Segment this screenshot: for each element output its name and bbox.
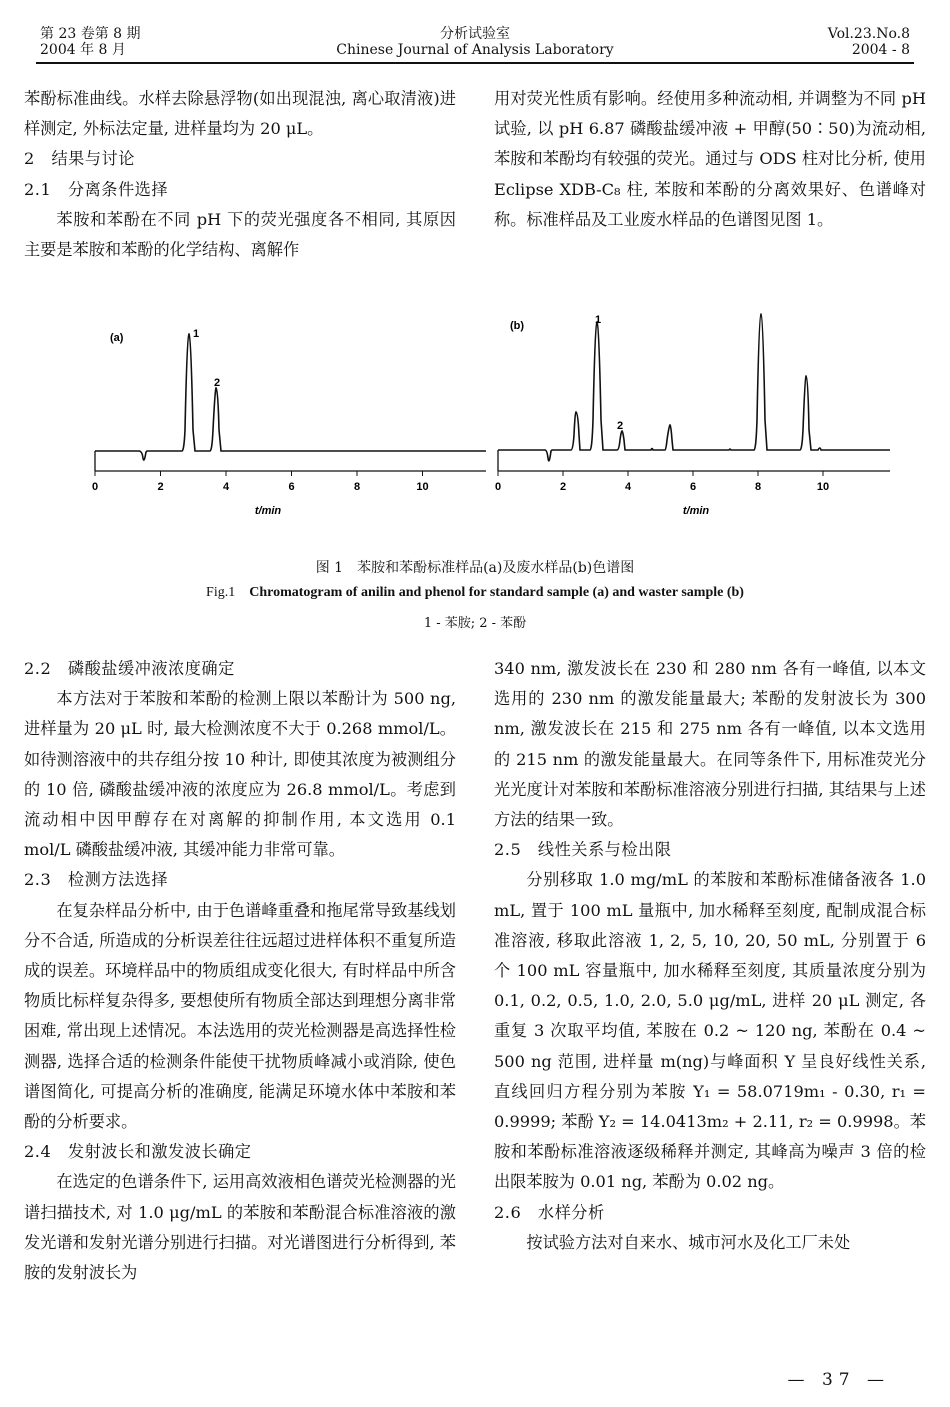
subsection-heading: 2.2 磷酸盐缓冲液浓度确定: [24, 659, 235, 678]
tick-label: 2: [157, 481, 164, 493]
tick-label: 10: [416, 481, 429, 493]
peak1-label-b: 1: [595, 314, 602, 326]
tick-label: 2: [559, 481, 567, 493]
figure-caption-note: 1 - 苯胺; 2 - 苯酚: [423, 616, 527, 631]
left-column-top: [24, 84, 456, 265]
panel-a-label: (a): [110, 332, 124, 344]
tick-label: 4: [624, 481, 632, 493]
paragraph: 本方法对于苯胺和苯酚的检测上限以苯酚计为 500 ng, 进样量为 20 μL 时, 最大检测浓度不大于 0.268 mmol/L。如待测溶液中的共存组分按 10 种计, 即使其浓度为被测组分的 10 倍, 磷酸盐缓冲液的浓度应为 26.8 mmol/L。考虑到流动相中因甲醇存在对离解的抑制作用, 本文选用 0.1 mol/L 磷酸盐缓冲液, 其缓冲能力非常可靠。: [24, 689, 456, 860]
tick-label: 6: [288, 481, 295, 493]
paragraph: 在复杂样品分析中, 由于色谱峰重叠和拖尾常导致基线划分不合适, 所造成的分析误差往往远超过进样体积不重复所造成的误差。环境样品中的物质组成变化很大, 有时样品中所含物质比标样复杂得多, 要想使所有物质全部达到理想分离非常困难, 常出现上述情况。本法选用的荧光检测器是高选择性检测器, 选择合适的检测条件能使干扰物质峰减小或消除, 使色谱图简化, 可提高分析的准确度, 能满足环境水体中苯胺和苯酚的分析要求。: [24, 900, 456, 1132]
figure-caption-en: [0, 585, 950, 601]
subsection-heading: 2.6 水样分析: [494, 1202, 605, 1222]
tick-label: 0: [91, 481, 99, 493]
header-vol-en: Vol.23.No.8: [827, 26, 910, 42]
page-number: — 37 —: [787, 1370, 890, 1390]
panel-a: [92, 328, 486, 517]
subsection-heading: 2.4 发射波长和激发波长确定: [24, 1142, 252, 1162]
journal-title-cn: 分析试验室: [440, 26, 510, 42]
figure-caption-en-label: Fig.1: [206, 585, 236, 600]
trace-b: [498, 314, 890, 461]
paragraph: 340 nm, 激发波长在 230 和 280 nm 各有一峰值, 以本文选用的 230 nm 的激发能量最大; 苯酚的发射波长为 300 nm, 激发波长在 215 和 275 nm 各有一峰值, 以本文选用的 215 nm 的激发能量最大。在同等条件下, 用标准荧光分光光度计对苯胺和苯酚标准溶液分别进行扫描, 其结果与上述方法的结果一致。: [494, 659, 926, 830]
right-column-bottom: [494, 654, 926, 1258]
panel-b-label: (b): [510, 320, 525, 332]
panel-b: [495, 314, 890, 517]
chromatogram-figure: [60, 300, 890, 525]
peak2-label-a: 2: [214, 377, 221, 389]
paragraph: 用对荧光性质有影响。经使用多种流动相, 并调整为不同 pH 试验, 以 pH 6.87 磷酸盐缓冲液 + 甲醇(50∶50)为流动相, 苯胺和苯酚均有较强的荧光。通过与 ODS 柱对比分析, 使用 Eclipse XDB-C₈ 柱, 苯胺和苯酚的分离效果好、色谱峰对称。标准样品及工业废水样品的色谱图见图 1。: [494, 89, 926, 229]
right-column-top: [494, 84, 926, 235]
header-volume: 第 23 卷第 8 期: [40, 26, 141, 42]
paragraph: 在选定的色谱条件下, 运用高效液相色谱荧光检测器的光谱扫描技术, 对 1.0 μg/mL 的苯胺和苯酚混合标准溶液的激发光谱和发射光谱分别进行扫描。对光谱图进行分析得到, 苯胺的发射波长为: [24, 1172, 456, 1283]
tick-label: 0: [494, 481, 502, 493]
tick-label: 6: [689, 481, 697, 493]
ticks-a: [92, 471, 429, 493]
header-right: [710, 26, 910, 58]
paragraph: 按试验方法对自来水、城市河水及化工厂未处: [526, 1232, 851, 1252]
header-date: 2004 年 8 月: [40, 42, 126, 58]
header-left: [40, 26, 200, 58]
figure-caption-cn: 图 1 苯胺和苯酚标准样品(a)及废水样品(b)色谱图: [315, 560, 635, 576]
tick-label: 8: [353, 481, 361, 493]
paragraph: 苯胺和苯酚在不同 pH 下的荧光强度各不相同, 其原因主要是苯胺和苯酚的化学结构、离解作: [24, 209, 456, 260]
peak2-label-b: 2: [617, 420, 624, 432]
subsection-heading: 2.1 分离条件选择: [24, 179, 169, 199]
paragraph: 分别移取 1.0 mg/mL 的苯胺和苯酚标准储备液各 1.0 mL, 置于 100 mL 量瓶中, 加水稀释至刻度, 配制成混合标准溶液, 移取此溶液 1, 2, 5, 10, 20, 50 mL, 分别置于 6 个 100 mL 容量瓶中, 加水稀释至刻度, 其质量浓度分别为 0.1, 0.2, 0.5, 1.0, 2.0, 5.0 μg/mL, 进样 20 μL 测定, 各重复 3 次取平均值, 苯胺在 0.2 ~ 120 ng, 苯酚在 0.4 ~ 500 ng 范围, 进样量 m(ng)与峰面积 Y 呈良好线性关系, 直线回归方程分别为苯胺 Y₁ = 58.0719m₁ - 0.30, r₁ = 0.9999; 苯酚 Y₂ = 14.0413m₂ + 2.11, r₂ = 0.9998。苯胺和苯酚标准溶液逐级稀释并测定, 其峰高为噪声 3 倍的检出限苯胺为 0.01 ng, 苯酚为 0.02 ng。: [494, 870, 926, 1192]
peak1-label-a: 1: [193, 328, 200, 340]
section-heading: 2 结果与讨论: [24, 149, 135, 169]
header-date-en: 2004 - 8: [851, 42, 910, 58]
subsection-heading: 2.5 线性关系与检出限: [494, 840, 672, 860]
trace-a: [95, 334, 486, 460]
subsection-heading: 2.3 检测方法选择: [24, 870, 169, 890]
ticks-b: [495, 471, 829, 493]
x-axis-label-b: t/min: [682, 505, 710, 517]
header-rule: [36, 62, 914, 64]
tick-label: 4: [222, 481, 230, 493]
tick-label: 8: [754, 481, 762, 493]
left-column-bottom: [24, 654, 456, 1288]
figure-caption-en-text: Chromatogram of anilin and phenol for standard sample (a) and waster sample (b): [249, 585, 744, 600]
x-axis-label-a: t/min: [254, 505, 282, 517]
header-center: [300, 26, 650, 58]
tick-label: 10: [816, 481, 830, 493]
journal-title-en: Chinese Journal of Analysis Laboratory: [336, 42, 614, 58]
paragraph: 苯酚标准曲线。水样去除悬浮物(如出现混浊, 离心取清液)进样测定, 外标法定量, 进样量均为 20 μL。: [24, 89, 456, 139]
